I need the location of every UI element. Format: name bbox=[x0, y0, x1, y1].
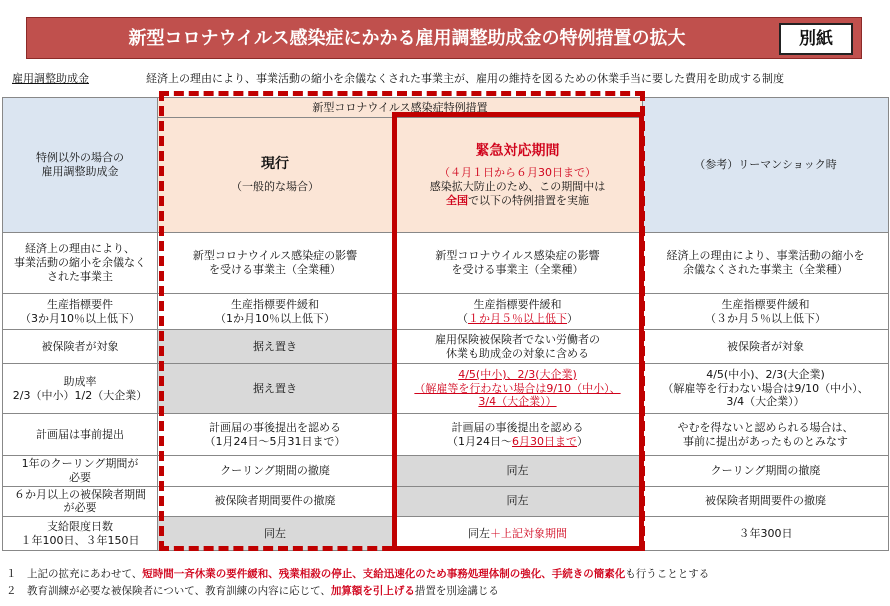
row-current: 据え置き bbox=[158, 364, 393, 414]
row-reference: 被保険者が対象 bbox=[643, 330, 889, 364]
table-row bbox=[3, 330, 889, 364]
row-current: 計画届の事後提出を認める （1月24日～5月31日まで） bbox=[158, 414, 393, 456]
emergency-desc-2: で以下の特例措置を実施 bbox=[468, 193, 589, 207]
row-emergency-main: 計画届の事後提出を認める bbox=[451, 420, 584, 434]
row-reference: 経済上の理由により、事業活動の縮小を 余儀なくされた事業主（全業種） bbox=[643, 233, 889, 294]
table-row bbox=[3, 233, 889, 294]
reference-header bbox=[643, 98, 889, 233]
table-row bbox=[3, 294, 889, 330]
note-2-text-b: 措置を別途講じる bbox=[414, 585, 499, 597]
row-emergency: 生産指標要件緩和 （１か月５％以上低下） bbox=[393, 294, 643, 330]
title-banner bbox=[26, 17, 862, 59]
note-2-highlight: 加算額を引上げる bbox=[330, 585, 415, 597]
row-emergency bbox=[393, 517, 643, 551]
row-reference: 被保険者期間要件の撤廃 bbox=[643, 486, 889, 517]
row-emergency: 同左 bbox=[393, 456, 643, 487]
table-row bbox=[3, 456, 889, 487]
row-emergency bbox=[393, 364, 643, 414]
row-emergency-prefix: （1月24日～ bbox=[447, 434, 512, 448]
row-label: ６か月以上の被保険者期間 が必要 bbox=[3, 486, 158, 517]
table-row bbox=[3, 517, 889, 551]
note-1-highlight: 短時間一斉休業の要件緩和、残業相殺の停止、支給迅速化のため事務処理体制の強化、手続きの簡素化 bbox=[142, 568, 626, 580]
row-current: 生産指標要件緩和 （1か月10％以上低下） bbox=[158, 294, 393, 330]
table-row bbox=[3, 414, 889, 456]
row-emergency: 雇用保険被保険者でない労働者の 休業も助成金の対象に含める bbox=[393, 330, 643, 364]
row-current: 同左 bbox=[158, 517, 393, 551]
special-measures-header: 新型コロナウイルス感染症特例措置 bbox=[158, 98, 643, 118]
row-emergency-line2: （解雇等を行わない場合は9/10（中小）、 bbox=[414, 381, 621, 395]
table-row bbox=[3, 364, 889, 414]
row-current: クーリング期間の撤廃 bbox=[158, 456, 393, 487]
row-reference: 4/5(中小)、2/3(大企業) （解雇等を行わない場合は9/10（中小）、 3/4（大企業）） bbox=[643, 364, 889, 414]
row-emergency-main: 生産指標要件緩和 bbox=[473, 297, 562, 311]
row-emergency: 新型コロナウイルス感染症の影響 を受ける事業主（全業種） bbox=[393, 233, 643, 294]
page-title: 新型コロナウイルス感染症にかかる雇用調整助成金の特例措置の拡大 bbox=[128, 28, 686, 49]
footnotes bbox=[6, 566, 709, 600]
row-emergency-red: ＋上記対象期間 bbox=[490, 526, 567, 540]
row-emergency-red: 6月30日まで bbox=[512, 434, 577, 448]
row-emergency-line1: 4/5(中小)、2/3(大企業) bbox=[458, 367, 577, 381]
row-label: 1年のクーリング期間が 必要 bbox=[3, 456, 158, 487]
note-1-text-b: も行うこととする bbox=[625, 568, 710, 580]
row-emergency bbox=[393, 414, 643, 456]
row-label: 計画届は事前提出 bbox=[3, 414, 158, 456]
comparison-table bbox=[2, 97, 889, 551]
row-current: 新型コロナウイルス感染症の影響 を受ける事業主（全業種） bbox=[158, 233, 393, 294]
emergency-period: （４月１日から６月30日まで） bbox=[439, 166, 596, 180]
intro-text: 経済上の理由により、事業活動の縮小を余儀なくされた事業主が、雇用の維持を図るための休業手当に要した費用を助成する制度 bbox=[146, 72, 784, 85]
attachment-badge: 別紙 bbox=[779, 23, 853, 55]
row-label: 被保険者が対象 bbox=[3, 330, 158, 364]
note-1-number: １ bbox=[6, 568, 17, 580]
row-label: 支給限度日数 １年100日、３年150日 bbox=[3, 517, 158, 551]
row-emergency: 同左 bbox=[393, 486, 643, 517]
row-label: 経済上の理由により、 事業活動の縮小を余儀なく された事業主 bbox=[3, 233, 158, 294]
current-header bbox=[158, 118, 393, 233]
row-current: 据え置き bbox=[158, 330, 393, 364]
intro-label: 雇用調整助成金 bbox=[12, 72, 89, 85]
current-subtitle: （一般的な場合） bbox=[231, 179, 319, 193]
row-label: 生産指標要件 （3か月10％以上低下） bbox=[3, 294, 158, 330]
emergency-desc-em: 全国 bbox=[446, 193, 468, 207]
corner-cell: 特例以外の場合の 雇用調整助成金 bbox=[3, 98, 158, 233]
emergency-header bbox=[393, 118, 643, 233]
emergency-desc-1: 感染拡大防止のため、この期間中は bbox=[429, 179, 606, 193]
note-2 bbox=[6, 583, 709, 600]
emergency-title: 緊急対応期間 bbox=[475, 142, 560, 159]
row-label: 助成率 2/3（中小）1/2（大企業） bbox=[3, 364, 158, 414]
row-reference: 生産指標要件緩和 （３か月５％以上低下） bbox=[643, 294, 889, 330]
row-emergency-line3: 3/4（大企業）） bbox=[478, 395, 557, 409]
row-reference: クーリング期間の撤廃 bbox=[643, 456, 889, 487]
note-2-number: ２ bbox=[6, 585, 17, 597]
row-emergency-main: 同左 bbox=[468, 526, 490, 540]
reference-title: （参考）リーマンショック時 bbox=[694, 158, 837, 172]
row-emergency-suffix: ） bbox=[577, 434, 588, 448]
note-1 bbox=[6, 566, 709, 583]
current-title: 現行 bbox=[261, 156, 289, 173]
row-reference: ３年300日 bbox=[643, 517, 889, 551]
row-emergency-red: １か月５％以上低下 bbox=[468, 311, 567, 325]
note-2-text-a: 教育訓練が必要な被保険者について、教育訓練の内容に応じて、 bbox=[27, 585, 331, 597]
row-current: 被保険者期間要件の撤廃 bbox=[158, 486, 393, 517]
row-reference: やむを得ないと認められる場合は、 事前に提出があったものとみなす bbox=[643, 414, 889, 456]
note-1-text-a: 上記の拡充にあわせて、 bbox=[27, 568, 143, 580]
table-row bbox=[3, 486, 889, 517]
